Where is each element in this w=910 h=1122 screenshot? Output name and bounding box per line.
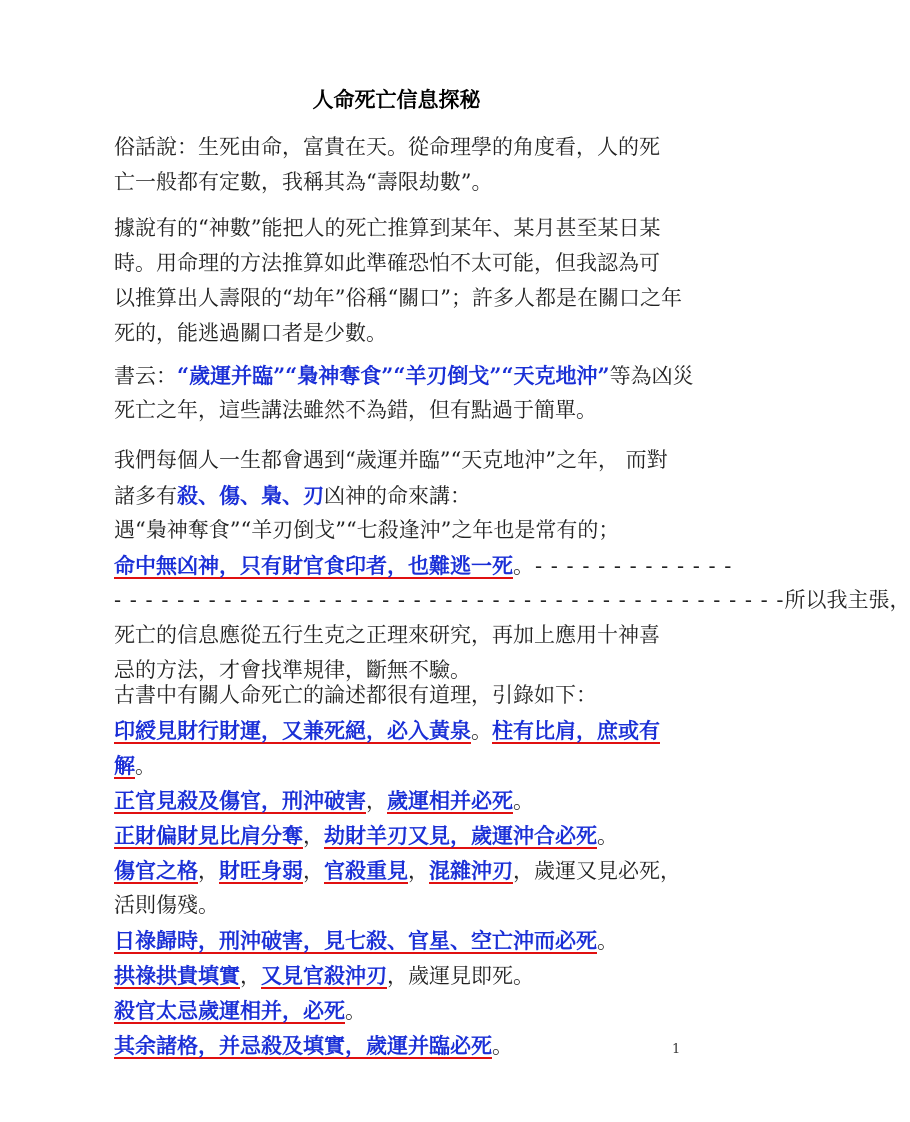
page-number: 1 xyxy=(672,1042,681,1057)
dash-rule: - - - - - - - - - - - - - - - - - - - - - - - - - - - - - - - - - - - - - - - - - - - xyxy=(114,588,785,612)
underlined-phrase: 其余諸格，并忌殺及填實，歲運并臨必死 xyxy=(114,1033,492,1058)
punctuation: ， xyxy=(408,859,429,883)
underlined-phrase: 混雜沖刃 xyxy=(429,858,513,883)
text-line: 遇“梟神奪食”“羊刃倒戈”“七殺逢沖”之年也是常有的； xyxy=(114,518,620,542)
underlined-phrase: 又見官殺沖刃 xyxy=(261,963,387,988)
text-line xyxy=(114,818,684,853)
text-line xyxy=(114,713,684,748)
punctuation: 。 xyxy=(513,789,534,813)
text-line: 忌的方法，才會找準規律，斷無不驗。 xyxy=(114,658,471,682)
text-line xyxy=(114,748,684,783)
text-line: 死的，能逃過關口者是少數。 xyxy=(114,321,387,345)
dash-rule: 。- - - - - - - - - - - - - xyxy=(513,554,733,578)
text-line: 死亡的信息應從五行生克之正理來研究，再加上應用十神喜 xyxy=(114,623,660,647)
underlined-phrase: 歲運相并必死 xyxy=(387,788,513,813)
underlined-phrase: 正財偏財見比肩分奪 xyxy=(114,823,303,848)
text-line xyxy=(114,783,684,818)
text-span: 等為凶災 xyxy=(609,364,694,388)
underlined-phrase: 財旺身弱 xyxy=(219,858,303,883)
punctuation: 。 xyxy=(597,824,618,848)
underlined-phrase: 殺官太忌歲運相并，必死 xyxy=(114,998,345,1023)
text-line: 據說有的“神數”能把人的死亡推算到某年、某月甚至某日某 xyxy=(114,216,661,240)
text-line xyxy=(114,853,684,888)
underlined-phrase: 柱有比肩，庶或有 xyxy=(492,718,660,743)
text-line xyxy=(114,993,684,1028)
text-line: 死亡之年，這些講法雖然不為錯，但有點過于簡單。 xyxy=(114,398,597,422)
punctuation: ， xyxy=(240,964,261,988)
punctuation: ， xyxy=(366,789,387,813)
underlined-phrase: 解 xyxy=(114,753,135,778)
text-line xyxy=(114,478,684,513)
punctuation: ， xyxy=(198,859,219,883)
punctuation: ， xyxy=(303,859,324,883)
text-line: 時。用命理的方法推算如此準確恐怕不太可能，但我認為可 xyxy=(114,251,660,275)
punctuation: 。 xyxy=(492,1034,513,1058)
bold-phrase: 殺、傷、梟、刃 xyxy=(177,483,324,508)
punctuation: 。 xyxy=(471,719,492,743)
text-span: ，歲運見即死。 xyxy=(387,964,534,988)
underlined-phrase: 傷官之格 xyxy=(114,858,198,883)
text-line: 以推算出人壽限的“劫年”俗稱“關口”；許多人都是在關口之年 xyxy=(114,286,682,310)
paragraph-divination xyxy=(114,211,684,351)
underlined-phrase: 日祿歸時，刑沖破害，見七殺、官星、空亡沖而必死 xyxy=(114,928,597,953)
underlined-phrase: 印綬見財行財運，又兼死絕，必入黃泉 xyxy=(114,718,471,743)
text-line xyxy=(114,583,910,618)
punctuation: 。 xyxy=(597,929,618,953)
text-line: 活則傷殘。 xyxy=(114,893,219,917)
text-span: ，歲運又見必死， xyxy=(513,859,681,883)
text-span: 凶神的命來講： xyxy=(324,484,471,508)
paragraph-everyone xyxy=(114,443,910,688)
underlined-phrase: 正官見殺及傷官，刑沖破害 xyxy=(114,788,366,813)
text-line: 俗話說：生死由命，富貴在天。從命理學的角度看，人的死 xyxy=(114,135,660,159)
text-line xyxy=(114,1028,684,1063)
bold-phrase: “歲運并臨”“梟神奪食”“羊刃倒戈”“天克地沖” xyxy=(177,363,610,388)
punctuation: 。 xyxy=(135,754,156,778)
text-span: 諸多有 xyxy=(114,484,177,508)
underlined-phrase: 劫財羊刃又見，歲運沖合必死 xyxy=(324,823,597,848)
text-line: 古書中有關人命死亡的論述都很有道理，引錄如下： xyxy=(114,683,597,707)
underlined-phrase: 命中無凶神，只有財官食印者，也難逃一死 xyxy=(114,553,513,578)
underlined-phrase: 官殺重見 xyxy=(324,858,408,883)
text-line: 我們每個人一生都會遇到“歲運并臨”“天克地沖”之年， 而對 xyxy=(114,448,668,472)
page-title: 人命死亡信息探秘 xyxy=(312,87,481,112)
punctuation: 。 xyxy=(345,999,366,1023)
paragraph-ancient-books xyxy=(114,678,684,1063)
text-span: 書云： xyxy=(114,364,177,388)
text-line: 亡一般都有定數，我稱其為“壽限劫數”。 xyxy=(114,170,493,194)
text-line xyxy=(114,958,684,993)
text-span: 所以我主張， xyxy=(784,588,910,612)
paragraph-intro xyxy=(114,130,684,200)
underlined-phrase: 拱祿拱貴填實 xyxy=(114,963,240,988)
text-line xyxy=(114,358,694,393)
punctuation: ， xyxy=(303,824,324,848)
text-line xyxy=(114,923,684,958)
text-line xyxy=(114,548,733,583)
paragraph-book-says xyxy=(114,358,694,428)
